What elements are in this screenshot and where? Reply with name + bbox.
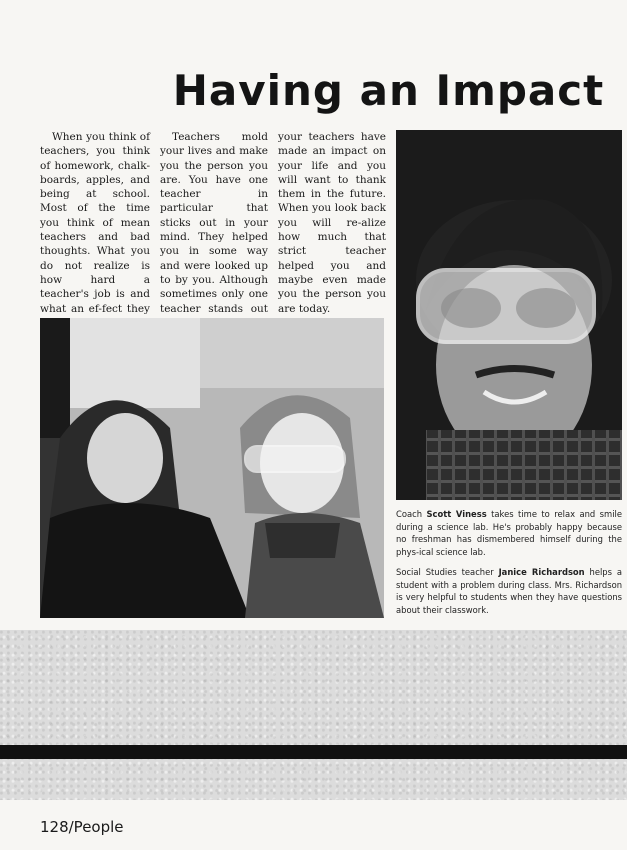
coach-caption	[396, 508, 622, 558]
social-caption-lead: Social Studies teacher	[396, 567, 499, 577]
black-divider-bar	[0, 745, 627, 759]
coach-photo	[396, 130, 622, 500]
coach-photo-illustration	[396, 130, 622, 500]
page-title-text: Having an Impact	[172, 66, 605, 115]
coach-caption-text: takes time to relax and smile during a science lab. He's probably happy because no freshman has dismembered himself during the phys-ical science lab.	[396, 509, 622, 557]
social-caption-name: Janice Richardson	[498, 567, 585, 577]
page-number: 128/People	[40, 818, 124, 836]
article-column-2: Teachers mold your lives and make you the person you are. You have one teacher in particular that sticks out in your mind. They helped you in some way and were looked up to by you. Although sometimes only one teacher stands out	[160, 131, 268, 315]
page-title	[0, 66, 627, 115]
coach-caption-lead: Coach	[396, 509, 427, 519]
social-studies-caption	[396, 566, 622, 616]
classroom-photo-illustration	[40, 318, 384, 618]
article-column-3: your teachers have made an impact on your life and you will want to thank them in the future. When you look back you will re-alize how much that strict teacher helped you and maybe even made you the person you are today.	[278, 131, 386, 315]
classroom-photo	[40, 318, 384, 618]
speckled-background-band	[0, 630, 627, 800]
article-column-1: When you think of teachers, you think of homework, chalk-boards, apples, and being at school. Most of the time you think of mean teachers and bad thoughts. What you do not realize is how hard a teacher's job is and what an ef-fect they	[40, 131, 150, 315]
coach-caption-name: Scott Viness	[426, 509, 487, 519]
social-caption-text: helps a student with a problem during class. Mrs. Richardson is very helpful to students when they have questions about their classwork.	[396, 567, 622, 615]
